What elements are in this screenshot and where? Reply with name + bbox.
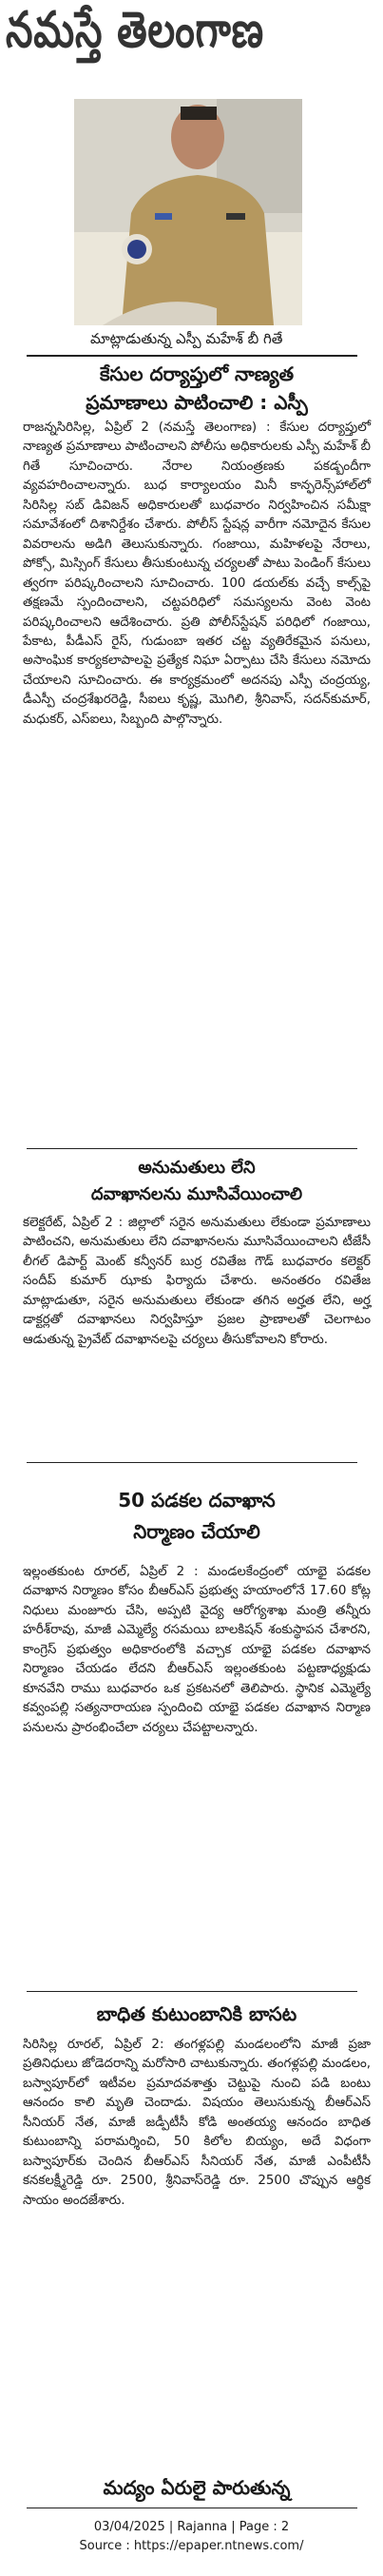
story3-body: ఇల్లంతకుంట రూరల్, ఏప్రిల్ 2 : మండలకేంద్రంలో యాభై పడకల దవాఖాన నిర్మాణం కోసం బీఆర్ఎస్ ప్రభుత్వ హయాంలోనే 17.60 కోట్ల నిధులు మంజూరు చేసి, అప్పటి వైద్య ఆరోగ్యశాఖ మంత్రి తన్నీరు హరీశ్‌రావు, మాజీ ఎమ్మెల్యే రసమయి బాలకిషన్ శంకుస్థాపన చేశారని, కాంగ్రెస్ ప్రభుత్వం అధికారంలోకి వచ్చాక యాభై పడకల దవాఖాన నిర్మాణం చేయడం లేదని బీఆర్ఎస్ ఇల్లంతకుంట పట్టణాధ్యక్షుడు కూనవేని రాము బుధవారం ఒక ప్రకటనలో తెలిపారు. స్థానిక ఎమ్మెల్యే కవ్వంపల్లి సత్యనారాయణ స్పందించి యాభై పడకల దవాఖాన నిర్మాణ పనులను ప్రారంభించేలా చర్యలు చేపట్టాలన్నారు. <box>23 1565 371 1735</box>
footer-date-edition: 03/04/2025 | Rajanna | Page : 2 <box>93 2520 290 2534</box>
masthead-title: నమస్తే తెలంగాణ <box>6 2 264 59</box>
story3-headline-line1: 50 పడకల దవాఖాన <box>118 1489 276 1512</box>
story2-body: కలెక్టరేట్, ఏప్రిల్ 2 : జిల్లాలో సరైన అనుమతులు లేకుండా ప్రమాణాలు పాటించని, అనుమతులు లేని దవాఖానలను మూసివేయించాలని టీజేసీ లీగల్ డిపార్ట్ మెంట్ కన్వీనర్ బుర్ర రవితేజ గౌడ్ బుధవారం కలెక్టర్ సందీప్ కుమార్ ఝాకు ఫిర్యాదు చేశారు. అనంతరం రవితేజ మాట్లాడుతూ, సరైన అనుమతులు లేకుండా తగిన అర్హత లేని, అర్హ డాక్టర్లతో దవాఖానలు నిర్వహిస్తూ ప్రజల ప్రాణాలతో చెలగాటం ఆడుతున్న ప్రైవేట్ దవాఖానలపై చర్యలు తీసుకోవాలని కోరారు. <box>23 1216 371 1347</box>
story1-body: రాజన్నసిరిసిల్ల, ఏప్రిల్ 2 (నమస్తే తెలంగాణ) : కేసుల దర్యాప్తులో నాణ్యత ప్రమాణాలు పాటించాలని పోలీసు అధికారులకు ఎస్పీ మహేశ్ బీ గితే సూచించారు. నేరాల నియంత్రణకు పకడ్బందీగా వ్యవహరించాలన్నారు. బుధ కార్యాలయం మినీ కాన్ఫరెన్స్‌హాల్‌లో సిరిసిల్ల సబ్ డివిజన్ అధికారులతో బుధవారం నిర్వహించిన సమీక్షా సమావేశంలో దిశానిర్దేశం చేశారు. పోలీస్ స్టేషన్ల వారీగా నమోదైన కేసుల వివరాలను అడిగి తెలుసుకున్నారు. గంజాయి, మహిళలపై నేరాలు, పోక్సో, మిస్సింగ్ కేసులు తీసుకుంటున్న చర్యలతో పాటు పెండింగ్ కేసులు త్వరగా పరిష్కరించాలని సూచించారు. 100 డయల్‌కు వచ్చే కాల్స్‌పై తక్షణమే స్పందించాలని, చట్టపరిధిలో సమస్యలను వెంట వెంట పరిష్కరించాలని ఆదేశించారు. ప్రతి పోలీస్‌స్టేషన్ పరిధిలో గంజాయి, పేకాట, పీడీఎస్ రైస్, గుడుంబా ఇతర చట్ట వ్యతిరేకమైన పనులు, అసాంఘిక కార్యకలాపాలపై ప్రత్యేక నిఘా ఏర్పాటు చేసి కేసులు నమోదు చేయాలని సూచించారు. ఈ కార్యక్రమంలో అదనపు ఎస్పీ చంద్రయ్య, డీఎస్పీ చంద్రశేఖరరెడ్డి, సీఐలు కృష్ణ, మొగిలి, శ్రీనివాస్, సదన్‌కుమార్, మధుకర్, ఎస్ఐలు, సిబ్బంది పాల్గొన్నారు. <box>23 420 371 727</box>
story5-headline: మద్యం ఏరులై పారుతున్న <box>103 2476 291 2499</box>
story4-body: సిరిసిల్ల రూరల్, ఏప్రిల్ 2: తంగళ్లపల్లి మండలంలోని మాజీ ప్రజా ప్రతినిధులు జోడెదరాన్ని మరోసారి చాటుకున్నారు. తంగళ్లపల్లి మండలం, బస్వాపూర్‌లో ఇటీవల ప్రమాదవశాత్తు చెట్టుపై నుంచి పడి బంటు ఆనందం కాలి మృతి చెందాడు. విషయం తెలుసుకున్న బీఆర్ఎస్ సీనియర్ నేత, మాజీ జడ్పీటీసీ కోడి అంతయ్య ఆనందం బాధిత కుటుంబాన్ని పరామర్శించి, 50 కిలోల బియ్యం, అదే విధంగా బస్వాపూర్‌కు చెందిన బీఆర్ఎస్ సీనియర్ నేత, మాజీ ఎంపీటీసీ కనకలక్ష్మీరెడ్డి రూ. 2500, శ్రీనివాస్‌రెడ్డి రూ. 2500 చొప్పున ఆర్థిక సాయం అందజేశారు. <box>23 2038 371 2208</box>
story1-headline-line2: ప్రమాణాలు పాటించాలి : ఎస్పీ <box>86 391 308 414</box>
divider <box>27 355 357 357</box>
story3-headline-line2: నిర్మాణం చేయాలి <box>133 1520 260 1543</box>
divider <box>27 1148 357 1149</box>
photo-caption: మాట్లాడుతున్న ఎస్పీ మహేశ్ బీ గితే <box>90 330 283 347</box>
story4-headline: బాధిత కుటుంబానికి బాసట <box>96 2002 297 2025</box>
divider <box>27 1991 357 1992</box>
divider <box>27 1462 357 1463</box>
officer-photo-illustration <box>74 99 302 325</box>
news-photo <box>74 99 302 325</box>
story2-headline-line2: దవాఖానలను మూసివేయించాలి <box>90 1184 303 1204</box>
story1-headline-line1: కేసుల దర్యాప్తులో నాణ్యత <box>99 362 295 385</box>
story2-headline-line1: అనుమతులు లేని <box>138 1158 256 1178</box>
footer-source: Source : https://epaper.ntnews.com/ <box>79 2539 304 2553</box>
masthead <box>0 0 383 90</box>
